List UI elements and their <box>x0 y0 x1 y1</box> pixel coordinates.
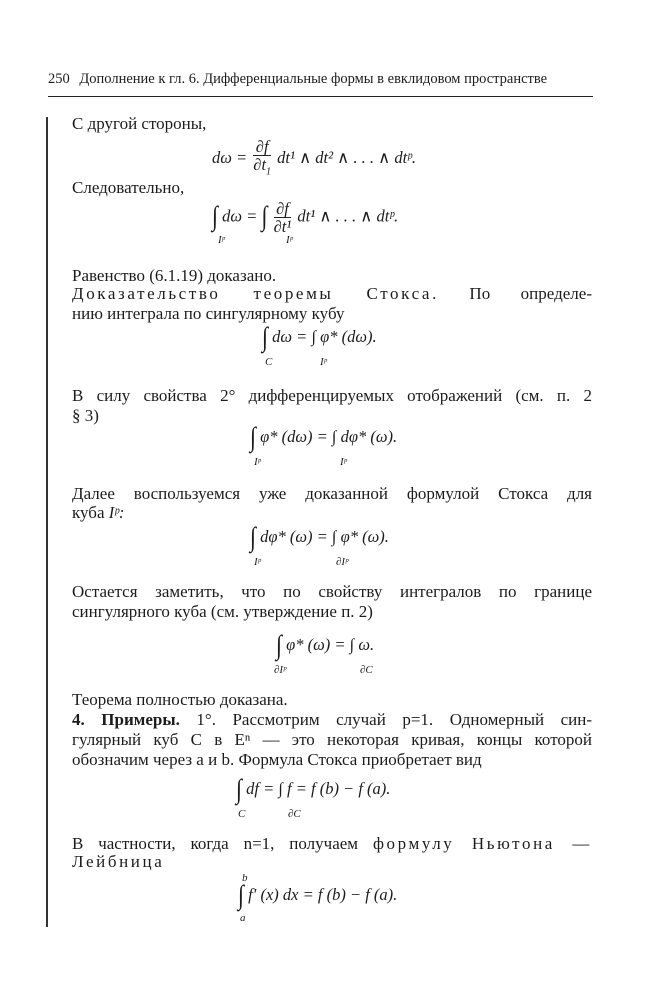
equation-4: ∫ Iᵖ φ* (dω) = ∫ dφ* (ω). Iᵖ <box>250 420 398 468</box>
fraction: $\frac{\partial f}{\text{∂t¹}}$ <box>273 199 292 236</box>
text-line: Остается заметить, что по свойству интегралов по границе <box>72 582 592 601</box>
equation-2: ∫ Iᵖ dω = ∫ Iᵖ $\frac{\partial f}{\text{∂t¹}}$ dt¹ ∧ . . . ∧ dtᵖ. <box>212 199 399 246</box>
margin-change-bar <box>46 117 48 927</box>
text-line: гулярный куб C в Eⁿ — это некоторая кривая, концы которой <box>72 730 592 749</box>
running-title: Дополнение к гл. 6. Дифференциальные формы в евклидовом пространстве <box>79 71 548 87</box>
text-line: Лейбница <box>72 852 165 871</box>
text-line: куба Iᵖ: <box>72 503 125 522</box>
text-line: нию интеграла по сингулярному кубу <box>72 304 345 323</box>
text-line: Теорема полностью доказана. <box>72 690 288 709</box>
text-line: сингулярного куба (см. утверждение п. 2) <box>72 602 373 621</box>
fraction: $\frac{\partial f}{\partial t_1}$ <box>253 137 272 178</box>
text-line: В силу свойства 2° дифференцируемых отображений (см. п. 2 <box>72 386 592 405</box>
equation-7: ∫ C df = ∫ f = f (b) − f (a). ∂C <box>236 772 391 820</box>
text-line: С другой стороны, <box>72 114 207 133</box>
text-line: § 3) <box>72 406 99 425</box>
text-line: обозначим через a и b. Формула Стокса приобретает вид <box>72 750 482 769</box>
text-line: Далее воспользуемся уже доказанной формулой Стокса для <box>72 484 592 503</box>
equation-8: b ∫ f′ (x) dx = f (b) − f (a). a <box>238 872 398 924</box>
equation-3: ∫ C dω = ∫ φ* (dω). Iᵖ <box>262 320 377 368</box>
running-header <box>48 71 593 88</box>
text-line: Доказательство теоремы Стокса. По определе- <box>72 284 592 303</box>
text-line: В частности, когда n=1, получаем формулу Ньютона — <box>72 834 592 853</box>
equation-1: dω = $\frac{\partial f}{\partial t_1}$ dt¹ ∧ dt² ∧ . . . ∧ dtᵖ. <box>212 138 416 180</box>
equation-5: ∫ Iᵖ dφ* (ω) = ∫ φ* (ω). ∂Iᵖ <box>250 520 389 568</box>
equation-6: ∫ ∂Iᵖ φ* (ω) = ∫ ω. ∂C <box>274 628 375 676</box>
text-line: 4. Примеры. 1°. Рассмотрим случай p=1. Одномерный син- <box>72 710 593 729</box>
text-line: Следовательно, <box>72 178 185 197</box>
page-number: 250 <box>48 71 70 87</box>
text-line: Равенство (6.1.19) доказано. <box>72 266 277 285</box>
header-rule <box>48 96 593 97</box>
